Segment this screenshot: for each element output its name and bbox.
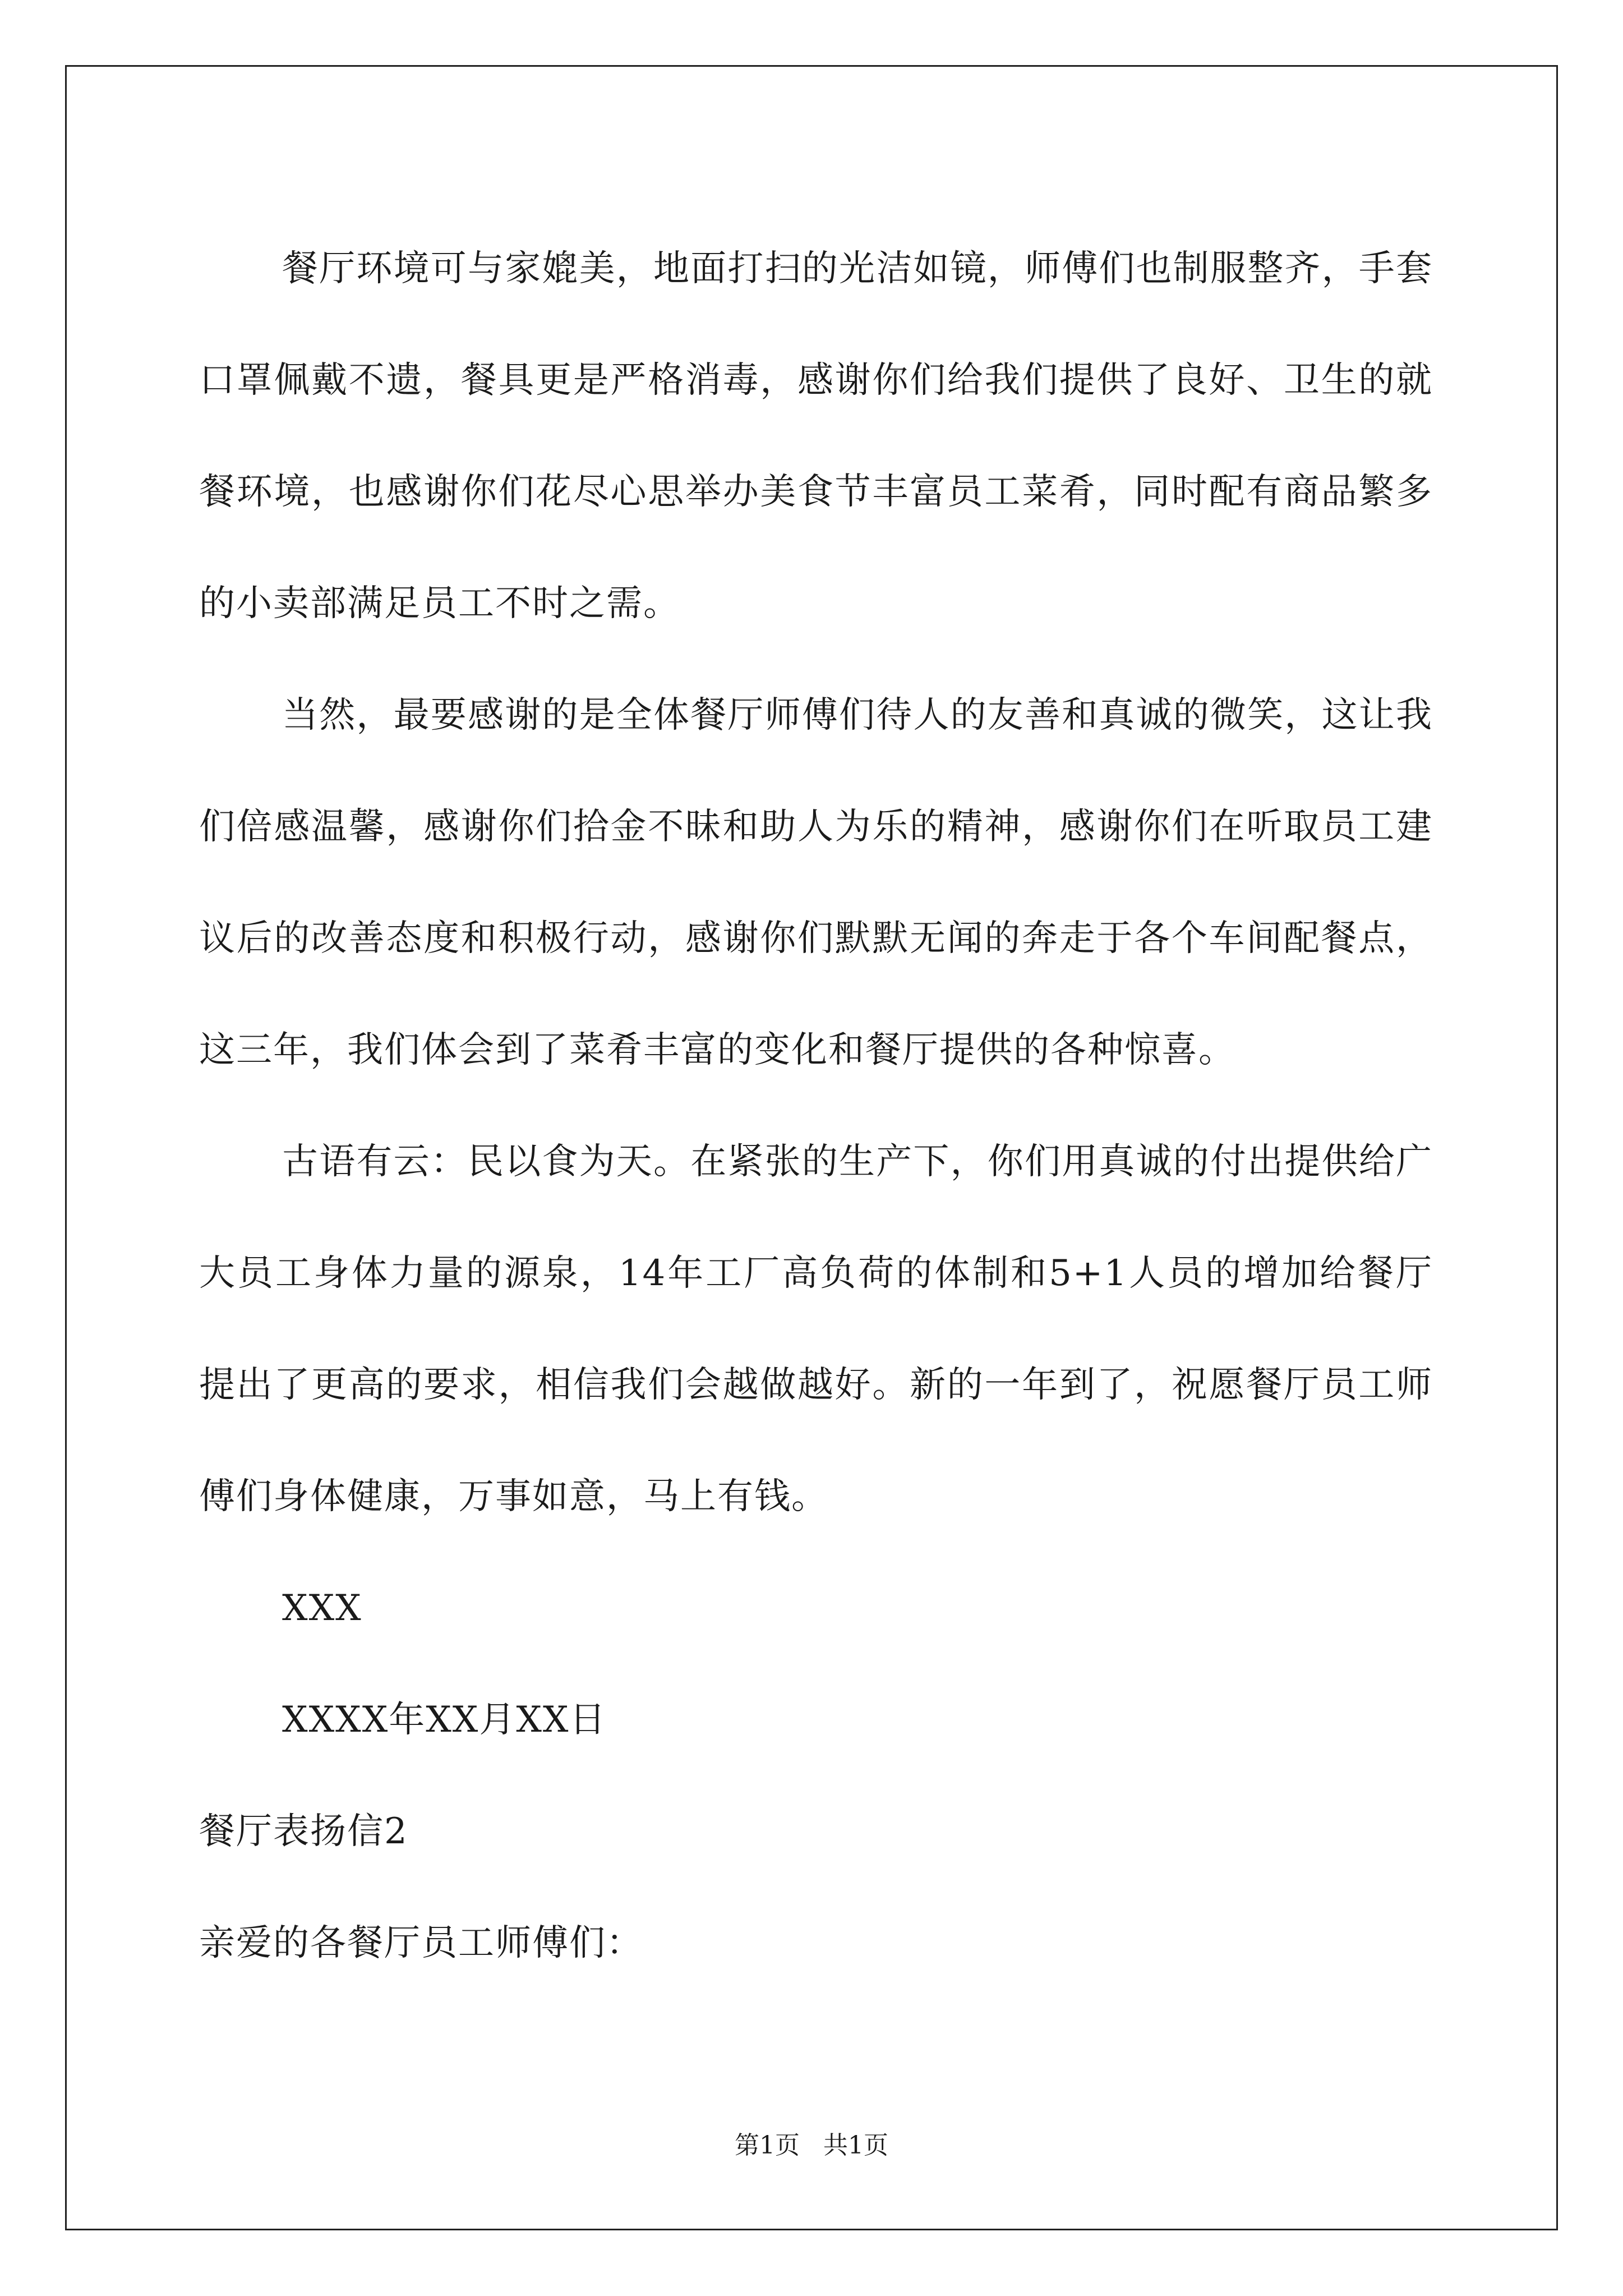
next-letter-salutation: 亲爱的各餐厅员工师傅们： [199, 1922, 643, 1964]
next-letter-title: 餐厅表扬信2 [199, 1811, 408, 1852]
paragraph-environment: 餐厅环境可与家媲美，地面打扫的光洁如镜，师傅们也制服整齐，手套口罩佩戴不遗，餐具更是严格消毒，感谢你们给我们提供了良好、卫生的就餐环境，也感谢你们花尽心思举办美食节丰富员工菜肴，同时配有商品繁多的小卖部满足员工不时之需。 [199, 248, 1433, 624]
paragraph-thanks: 当然，最要感谢的是全体餐厅师傅们待人的友善和真诚的微笑，这让我们倍感温馨，感谢你们拾金不昧和助人为乐的精神，感谢你们在听取员工建议后的改善态度和积极行动，感谢你们默默无闻的奔走于各个车间配餐点，这三年，我们体会到了菜肴丰富的变化和餐厅提供的各种惊喜。 [199, 694, 1433, 1071]
letter-body [199, 213, 1433, 1999]
signature: XXX [282, 1588, 362, 1629]
page-footer: 第1页 共1页 [735, 2131, 888, 2160]
letter-date: XXXX年XX月XX日 [282, 1699, 607, 1741]
paragraph-wishes: 古语有云：民以食为天。在紧张的生产下，你们用真诚的付出提供给广大员工身体力量的源泉，14年工厂高负荷的体制和5+1人员的增加给餐厅提出了更高的要求，相信我们会越做越好。新的一年到了，祝愿餐厅员工师傅们身体健康，万事如意，马上有钱。 [199, 1141, 1433, 1517]
